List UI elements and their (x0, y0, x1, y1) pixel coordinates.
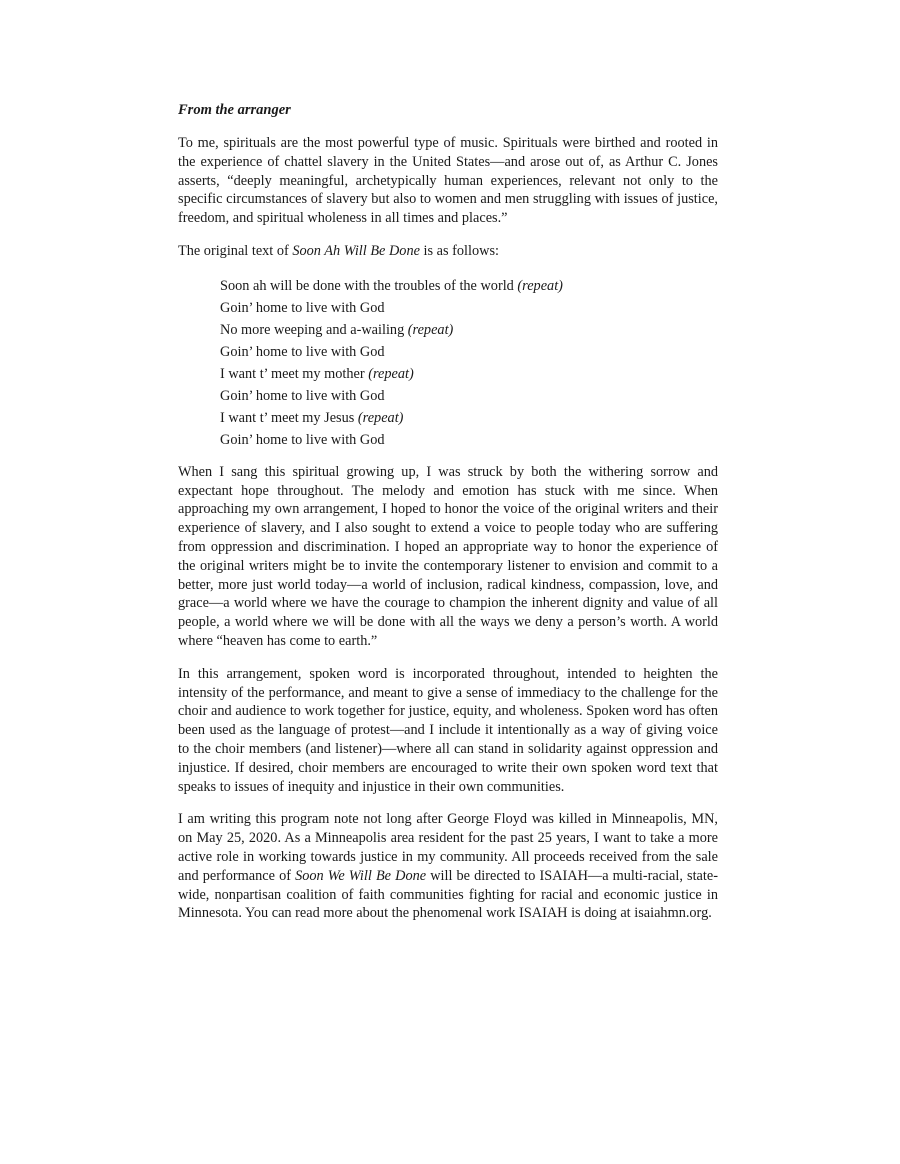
lyric-note: (repeat) (357, 409, 404, 426)
paragraph-spoken-word: In this arrangement, spoken word is incorporated throughout, intended to heighten the intensity of the performance, and meant to give a sense of immediacy to the challenge for the choir and audience to work together for justice, equity, and wholeness. Spoken word has often been used as the language of protest—and I include it intentionally as a way of giving voice to the choir members (and listener)—where all can stand in solidarity against oppression and injustice. If desired, choir members are encouraged to write their own spoken word text that speaks to issues of inequity and injustice in their own communities. (178, 665, 718, 795)
lyric-line (220, 297, 718, 319)
lyric-text: No more weeping and a-wailing (220, 321, 408, 338)
paragraph-intro: To me, spirituals are the most powerful type of music. Spirituals were birthed and rooted in the experience of chattel slavery in the United States—and arose out of, as Arthur C. Jones asserts, “deeply meaningful, archetypically human experiences, relevant not only to the specific circumstances of slavery but also to women and men struggling with issues of justice, freedom, and spiritual wholeness in all times and places.” (178, 135, 718, 227)
paragraph-original-text (178, 242, 718, 261)
lyric-line (220, 319, 718, 341)
lyric-line (220, 341, 718, 363)
lyrics-block (220, 275, 718, 451)
lyric-line (220, 275, 718, 297)
lyric-line (220, 385, 718, 407)
song-title: Soon Ah Will Be Done (292, 242, 420, 259)
paragraph-arrangement-intent: When I sang this spiritual growing up, I was struck by both the withering sorrow and expectant hope throughout. The melody and emotion has stuck with me since. When approaching my own arrangement, I hoped to honor the voice of the original writers and their experience of slavery, and I also sought to extend a voice to people today who are suffering from oppression and discrimination. I hoped an appropriate way to honor the experience of the original writers might be to invite the contemporary listener to envision and commit to a better, more just world today—a world of inclusion, radical kindness, compassion, love, and grace—a world where we have the courage to champion the inherent dignity and value of all people, a world where we will be done with all the ways we deny a person’s worth. A world where “heaven has come to earth.” (178, 463, 718, 649)
lyric-note: (repeat) (368, 365, 414, 382)
paragraph-text: The original text of (178, 242, 293, 259)
lyric-text: Goin’ home to live with God (220, 431, 385, 448)
lyric-line (220, 363, 718, 385)
lyric-text: Soon ah will be done with the troubles of the world (220, 277, 518, 294)
lyric-line (220, 429, 718, 451)
song-title: Soon We Will Be Done (295, 867, 427, 884)
lyric-line (220, 407, 718, 429)
lyric-text: Goin’ home to live with God (220, 299, 385, 316)
document-page (178, 101, 718, 937)
paragraph-program-note (178, 810, 718, 923)
lyric-text: I want t’ meet my Jesus (220, 409, 358, 426)
lyric-note: (repeat) (517, 277, 563, 294)
lyric-note: (repeat) (407, 321, 454, 338)
lyric-text: Goin’ home to live with God (220, 387, 385, 404)
paragraph-text: will be directed to ISAIAH—a multi-racial, state-wide, nonpartisan coalition of faith communities fighting for racial and economic justice in Minnesota. You can read more about the phenomenal work ISAIAH is doing at isaiahmn.org. (178, 867, 718, 922)
paragraph-text: I am writing this program note not long after George Floyd was killed in Minneapolis, MN, on May 25, 2020. As a Minneapolis area resident for the past 25 years, I want to take a more active role in working towards justice in my community. All proceeds received from the sale and performance of (178, 811, 718, 884)
lyric-text: Goin’ home to live with God (220, 343, 385, 360)
lyric-text: I want t’ meet my mother (220, 365, 369, 382)
section-heading: From the arranger (178, 102, 291, 118)
paragraph-text: is as follows: (419, 242, 499, 259)
